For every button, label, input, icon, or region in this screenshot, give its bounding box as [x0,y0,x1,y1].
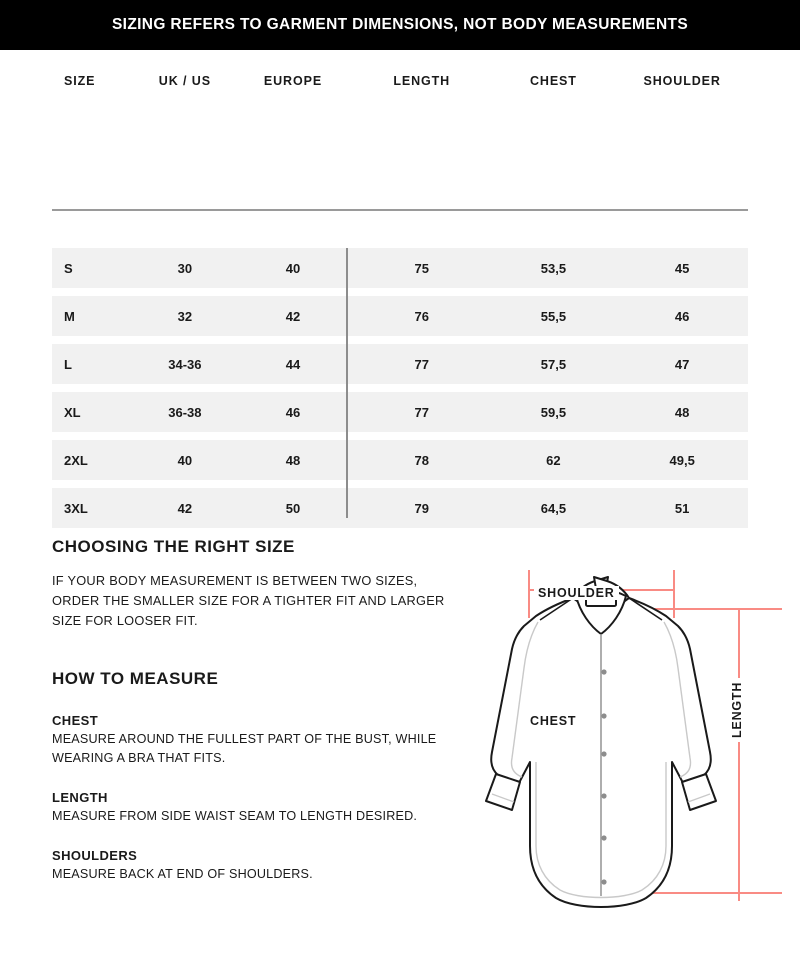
column-header-length: LENGTH [393,74,451,88]
button [601,835,606,840]
cell-uk-us: 42 [177,500,193,516]
cell-chest: 59,5 [540,404,567,420]
cell-europe: 50 [285,500,301,516]
cell-uk-us: 40 [177,452,193,468]
cell-shoulder: 47 [674,356,690,372]
cell-shoulder: 46 [674,308,690,324]
cell-length: 78 [414,452,429,468]
cell-europe: 44 [285,356,301,372]
page-banner [0,0,800,50]
cell-length: 77 [414,356,429,372]
cell-europe: 46 [285,404,301,420]
cell-shoulder: 45 [674,260,690,276]
cell-length: 79 [414,500,429,516]
cell-chest: 62 [546,452,561,468]
cell-chest: 64,5 [540,500,567,516]
right-cuff [682,774,716,810]
choosing-size-title: CHOOSING THE RIGHT SIZE [52,537,295,556]
cell-uk-us: 34-36 [168,356,202,372]
table-row [52,344,748,384]
measure-body-length: MEASURE FROM SIDE WAIST SEAM TO LENGTH DESIRED. [52,809,418,823]
shirt-illustration-svg [452,556,800,956]
cell-size: 3XL [64,500,88,516]
cell-europe: 40 [285,260,301,276]
column-header-europe: EUROPE [263,74,323,88]
instructions-column [52,520,452,884]
cell-uk-us: 30 [177,260,193,276]
table-header-row [0,50,800,112]
shirt-measurement-diagram [452,556,800,956]
button [601,669,606,674]
column-header-size: SIZE [64,74,96,88]
chest-guide-label: CHEST [526,714,580,728]
size-table [0,50,800,516]
cell-shoulder: 49,5 [669,452,695,468]
measure-heading-chest: CHEST [52,713,99,728]
cell-length: 75 [414,260,429,276]
measure-body-shoulders: MEASURE BACK AT END OF SHOULDERS. [52,867,313,881]
column-header-shoulder: SHOULDER [643,74,721,88]
table-row [52,440,748,480]
table-column-divider [346,248,348,518]
lower-section [0,520,800,958]
button [601,793,606,798]
button [601,879,606,884]
cell-chest: 55,5 [540,308,567,324]
cell-chest: 57,5 [540,356,567,372]
table-row [52,392,748,432]
measure-heading-length: LENGTH [52,790,108,805]
button [601,713,606,718]
cell-europe: 48 [285,452,301,468]
cell-shoulder: 48 [674,404,690,420]
cell-size: L [64,356,72,372]
cell-europe: 42 [285,308,301,324]
choosing-size-body: IF YOUR BODY MEASUREMENT IS BETWEEN TWO SIZES, ORDER THE SMALLER SIZE FOR A TIGHTER FIT AND LARGER SIZE FOR LOOSER FIT. [52,573,445,628]
cell-uk-us: 36-38 [168,404,202,420]
cell-uk-us: 32 [177,308,193,324]
table-header-rule [52,209,748,211]
cell-size: XL [64,404,81,420]
cell-shoulder: 51 [674,500,690,516]
cell-size: M [64,308,75,324]
column-header-chest: CHEST [529,74,577,88]
left-cuff [486,774,520,810]
shoulder-guide-label: SHOULDER [534,586,619,600]
banner-text: SIZING REFERS TO GARMENT DIMENSIONS, NOT BODY MEASUREMENTS [111,16,689,33]
table-row [52,248,748,288]
cell-chest: 53,5 [540,260,567,276]
cell-length: 76 [414,308,429,324]
table-body [0,248,800,536]
table-row [52,296,748,336]
column-header-uk-us: UK / US [158,74,211,88]
cell-size: S [64,260,73,276]
how-to-measure-title: HOW TO MEASURE [52,669,219,688]
measure-heading-shoulders: SHOULDERS [52,848,138,863]
cell-size: 2XL [64,452,88,468]
cell-length: 77 [414,404,429,420]
length-guide-label: LENGTH [730,678,744,742]
button [601,751,606,756]
measure-body-chest: MEASURE AROUND THE FULLEST PART OF THE BUST, WHILE WEARING A BRA THAT FITS. [52,732,437,765]
